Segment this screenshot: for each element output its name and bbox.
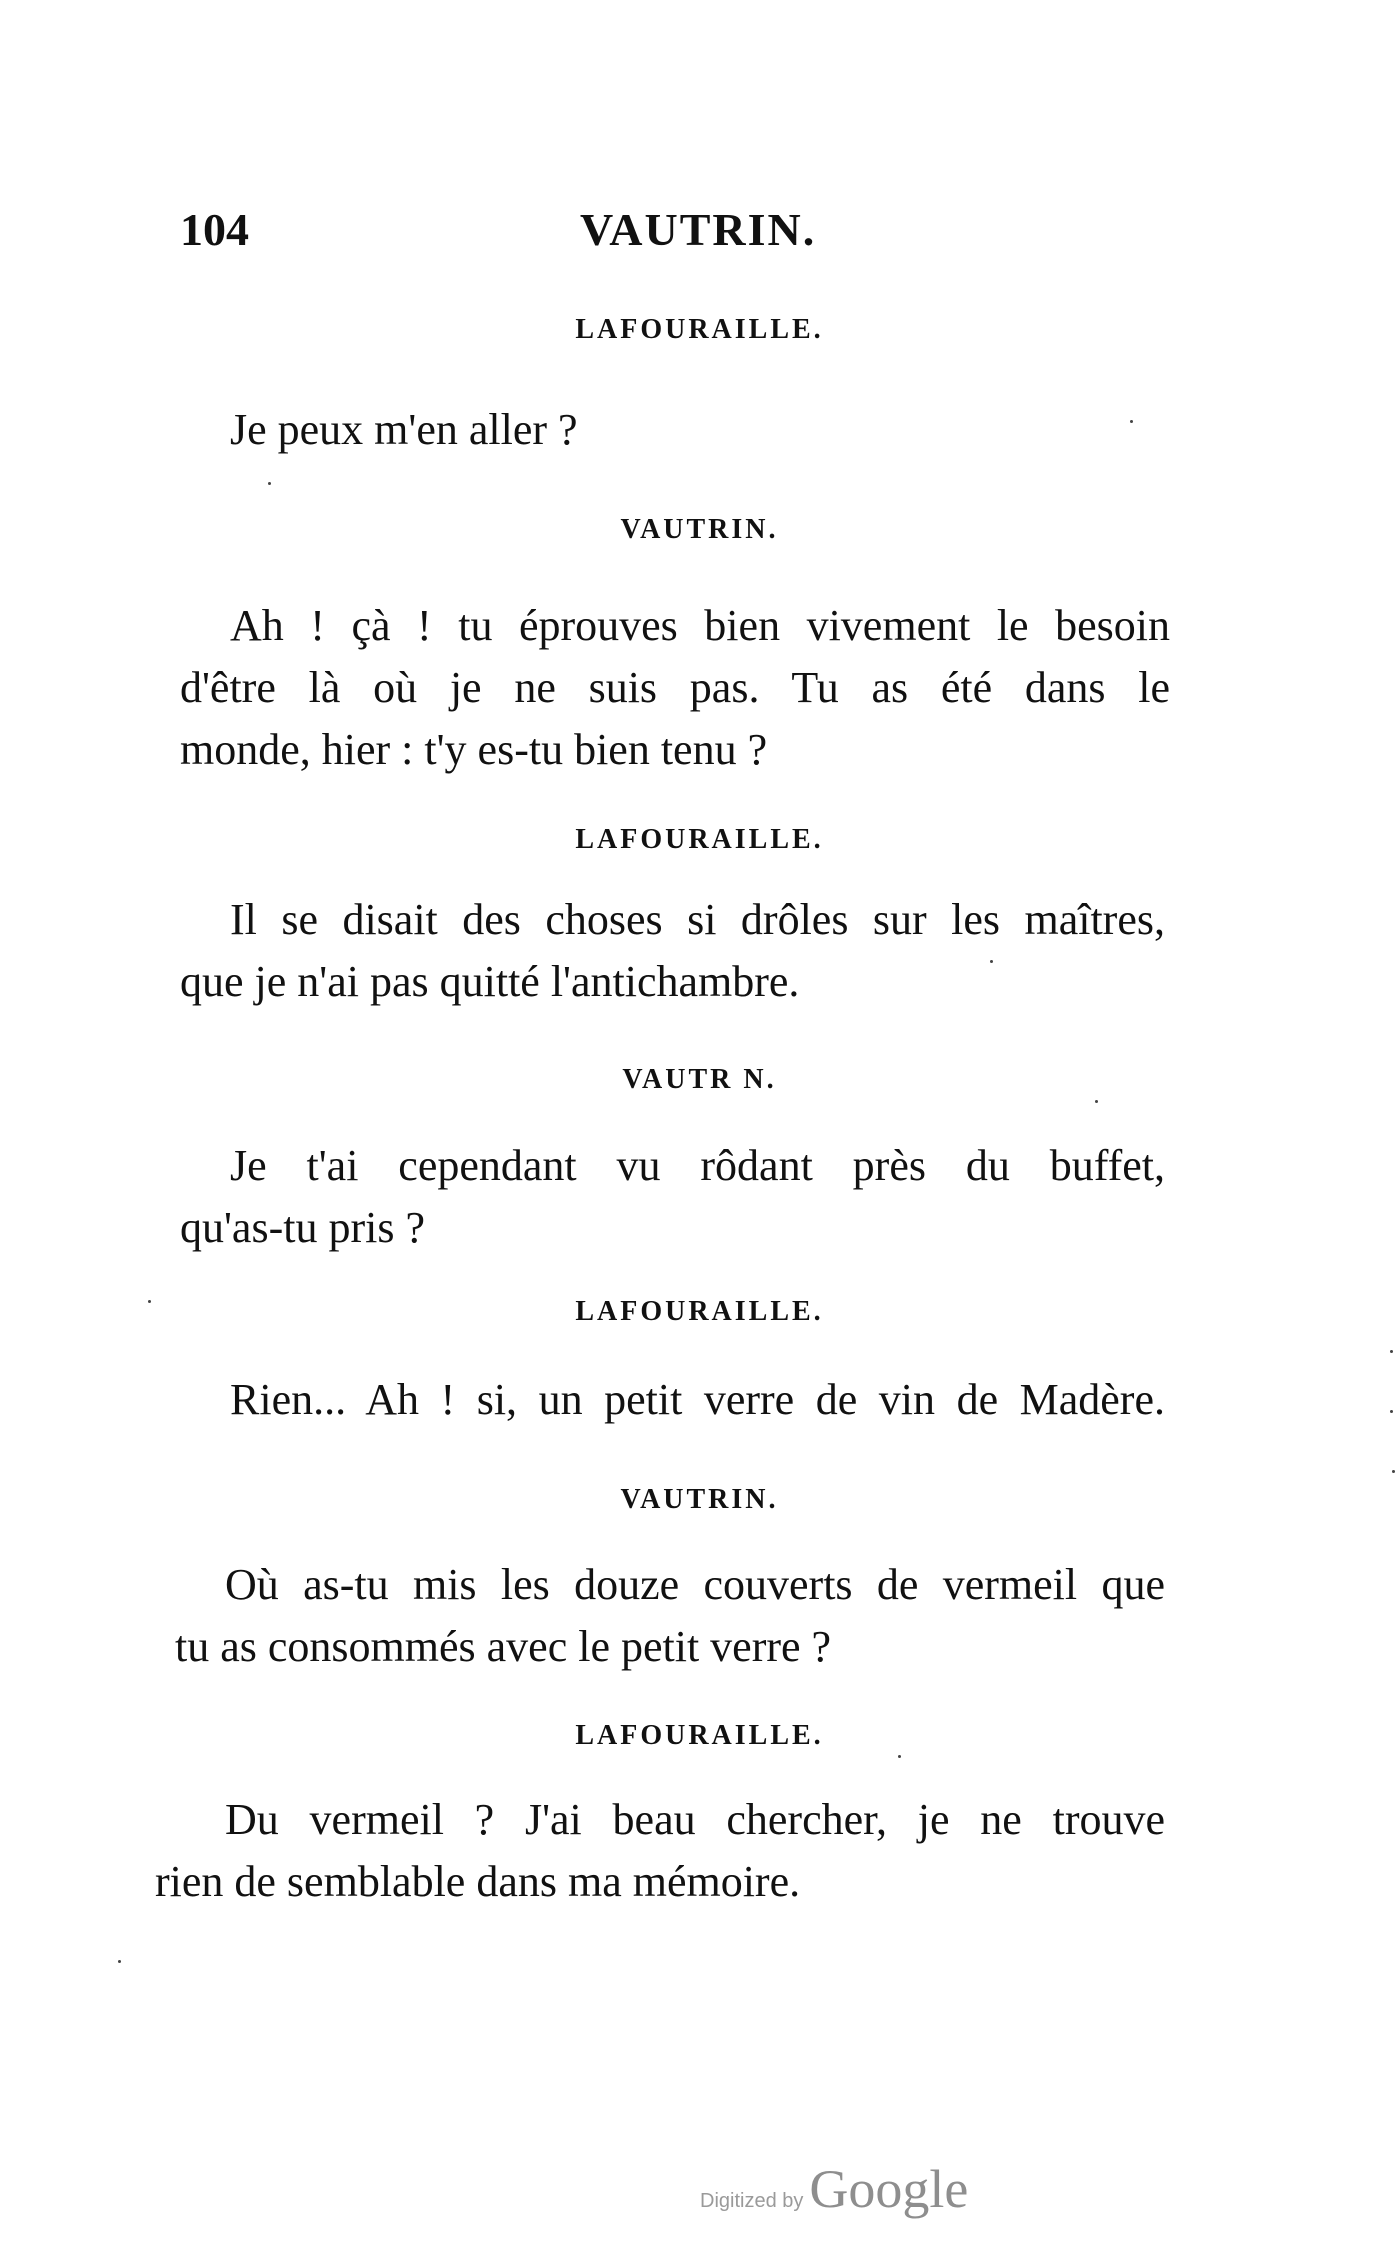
dialogue-line: monde, hier : t'y es-tu bien tenu ?	[180, 725, 768, 774]
dialogue-line: Rien... Ah ! si, un petit verre de vin de Madère.	[230, 1375, 1165, 1424]
scan-speck	[1392, 1470, 1395, 1473]
dialogue-line: que je n'ai pas quitté l'antichambre.	[180, 957, 800, 1006]
page-number: 104	[180, 204, 249, 255]
dialogue-line: Où as-tu mis les douze couverts de vermeil que	[225, 1560, 1165, 1609]
scan-speck	[1390, 1350, 1393, 1353]
dialogue-line: Ah ! çà ! tu éprouves bien vivement le besoin	[230, 601, 1170, 650]
speaker-label: LAFOURAILLE.	[575, 824, 824, 855]
speaker-label: LAFOURAILLE.	[575, 1296, 824, 1327]
scan-speck	[1130, 420, 1133, 423]
speaker-label: VAUTRIN.	[620, 1484, 779, 1515]
scan-speck	[268, 482, 271, 485]
google-wordmark: Google	[809, 2159, 969, 2219]
running-title: VAUTRIN.	[580, 204, 817, 255]
dialogue-line: Je peux m'en aller ?	[230, 405, 578, 454]
dialogue-line: Du vermeil ? J'ai beau chercher, je ne trouve	[225, 1795, 1165, 1844]
speaker-label: VAUTRIN.	[620, 514, 779, 545]
dialogue-line: rien de semblable dans ma mémoire.	[155, 1857, 801, 1906]
scan-speck	[118, 1960, 121, 1963]
speaker-label: VAUTR N.	[622, 1064, 777, 1095]
scan-speck	[1095, 1100, 1098, 1103]
dialogue-line: Je t'ai cependant vu rôdant près du buffet,	[230, 1141, 1165, 1190]
digitized-by-text: Digitized by	[700, 2190, 804, 2212]
dialogue-line: qu'as-tu pris ?	[180, 1203, 425, 1252]
scan-speck	[148, 1300, 151, 1303]
scan-speck	[990, 960, 993, 963]
digitized-watermark	[700, 2158, 968, 2220]
dialogue-line: d'être là où je ne suis pas. Tu as été dans le	[180, 663, 1170, 712]
speaker-label: LAFOURAILLE.	[575, 1720, 824, 1751]
scan-speck	[1390, 1410, 1393, 1413]
speaker-label: LAFOURAILLE.	[575, 314, 824, 345]
dialogue-line: tu as consommés avec le petit verre ?	[175, 1622, 832, 1671]
dialogue-line: Il se disait des choses si drôles sur les maîtres,	[230, 895, 1165, 944]
scan-speck	[898, 1755, 901, 1758]
